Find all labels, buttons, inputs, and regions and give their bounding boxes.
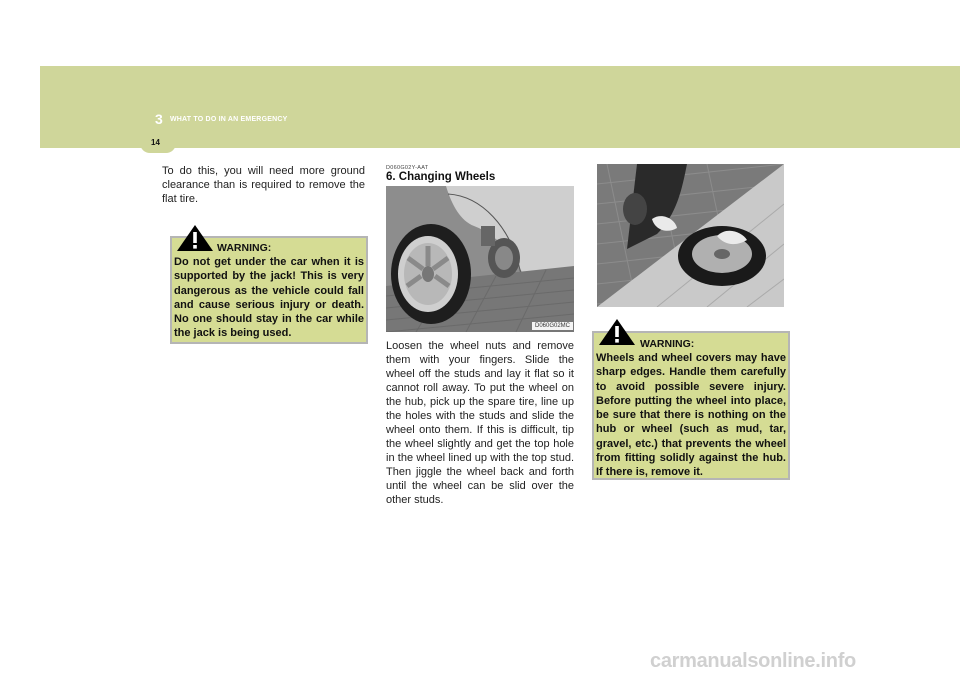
wheel-cleaning-illustration	[597, 164, 784, 307]
page-number: 14	[151, 138, 160, 147]
warning-triangle-icon	[598, 318, 636, 346]
section-code: D060G02Y-AAT	[386, 165, 429, 171]
intro-text: To do this, you will need more ground clearance than is required to remove the flat tire.	[162, 165, 365, 205]
image-code: D060G02MC	[532, 322, 573, 330]
wheel-removal-illustration	[386, 186, 574, 332]
watermark: carmanualsonline.info	[650, 650, 856, 672]
section-title: 6. Changing Wheels	[386, 171, 496, 183]
warning-triangle-icon	[176, 224, 214, 252]
warning-text-jack: Do not get under the car when it is supported by the jack! This is very dangerous as the vehicle could fall and cause serious injury or death. No one should stay in the car while the jack is being used.	[174, 256, 364, 340]
chapter-number: 3	[155, 111, 163, 127]
warning-heading: WARNING:	[217, 242, 272, 254]
header-band	[40, 66, 960, 148]
changing-wheels-text: Loosen the wheel nuts and remove them with your fingers. Slide the wheel off the studs and lay it flat so it cannot roll away. To put the wheel on the hub, pick up the spare tire, line up the holes with the studs and slide the wheel onto them. If this is difficult, tip the wheel slightly and get the top hole in the wheel lined up with the top stud. Then jiggle the wheel back and forth until the wheel can be slid over the other studs.	[386, 340, 574, 506]
chapter-title: WHAT TO DO IN AN EMERGENCY	[170, 116, 288, 123]
warning-text-wheels: Wheels and wheel covers may have sharp edges. Handle them carefully to avoid possible severe injury. Before putting the wheel into place, be sure that there is nothing on the hub or wheel (such as mud, tar, gravel, etc.) that prevents the wheel from fitting solidly against the hub. If there is, remove it.	[596, 352, 786, 479]
warning-heading: WARNING:	[640, 338, 695, 350]
